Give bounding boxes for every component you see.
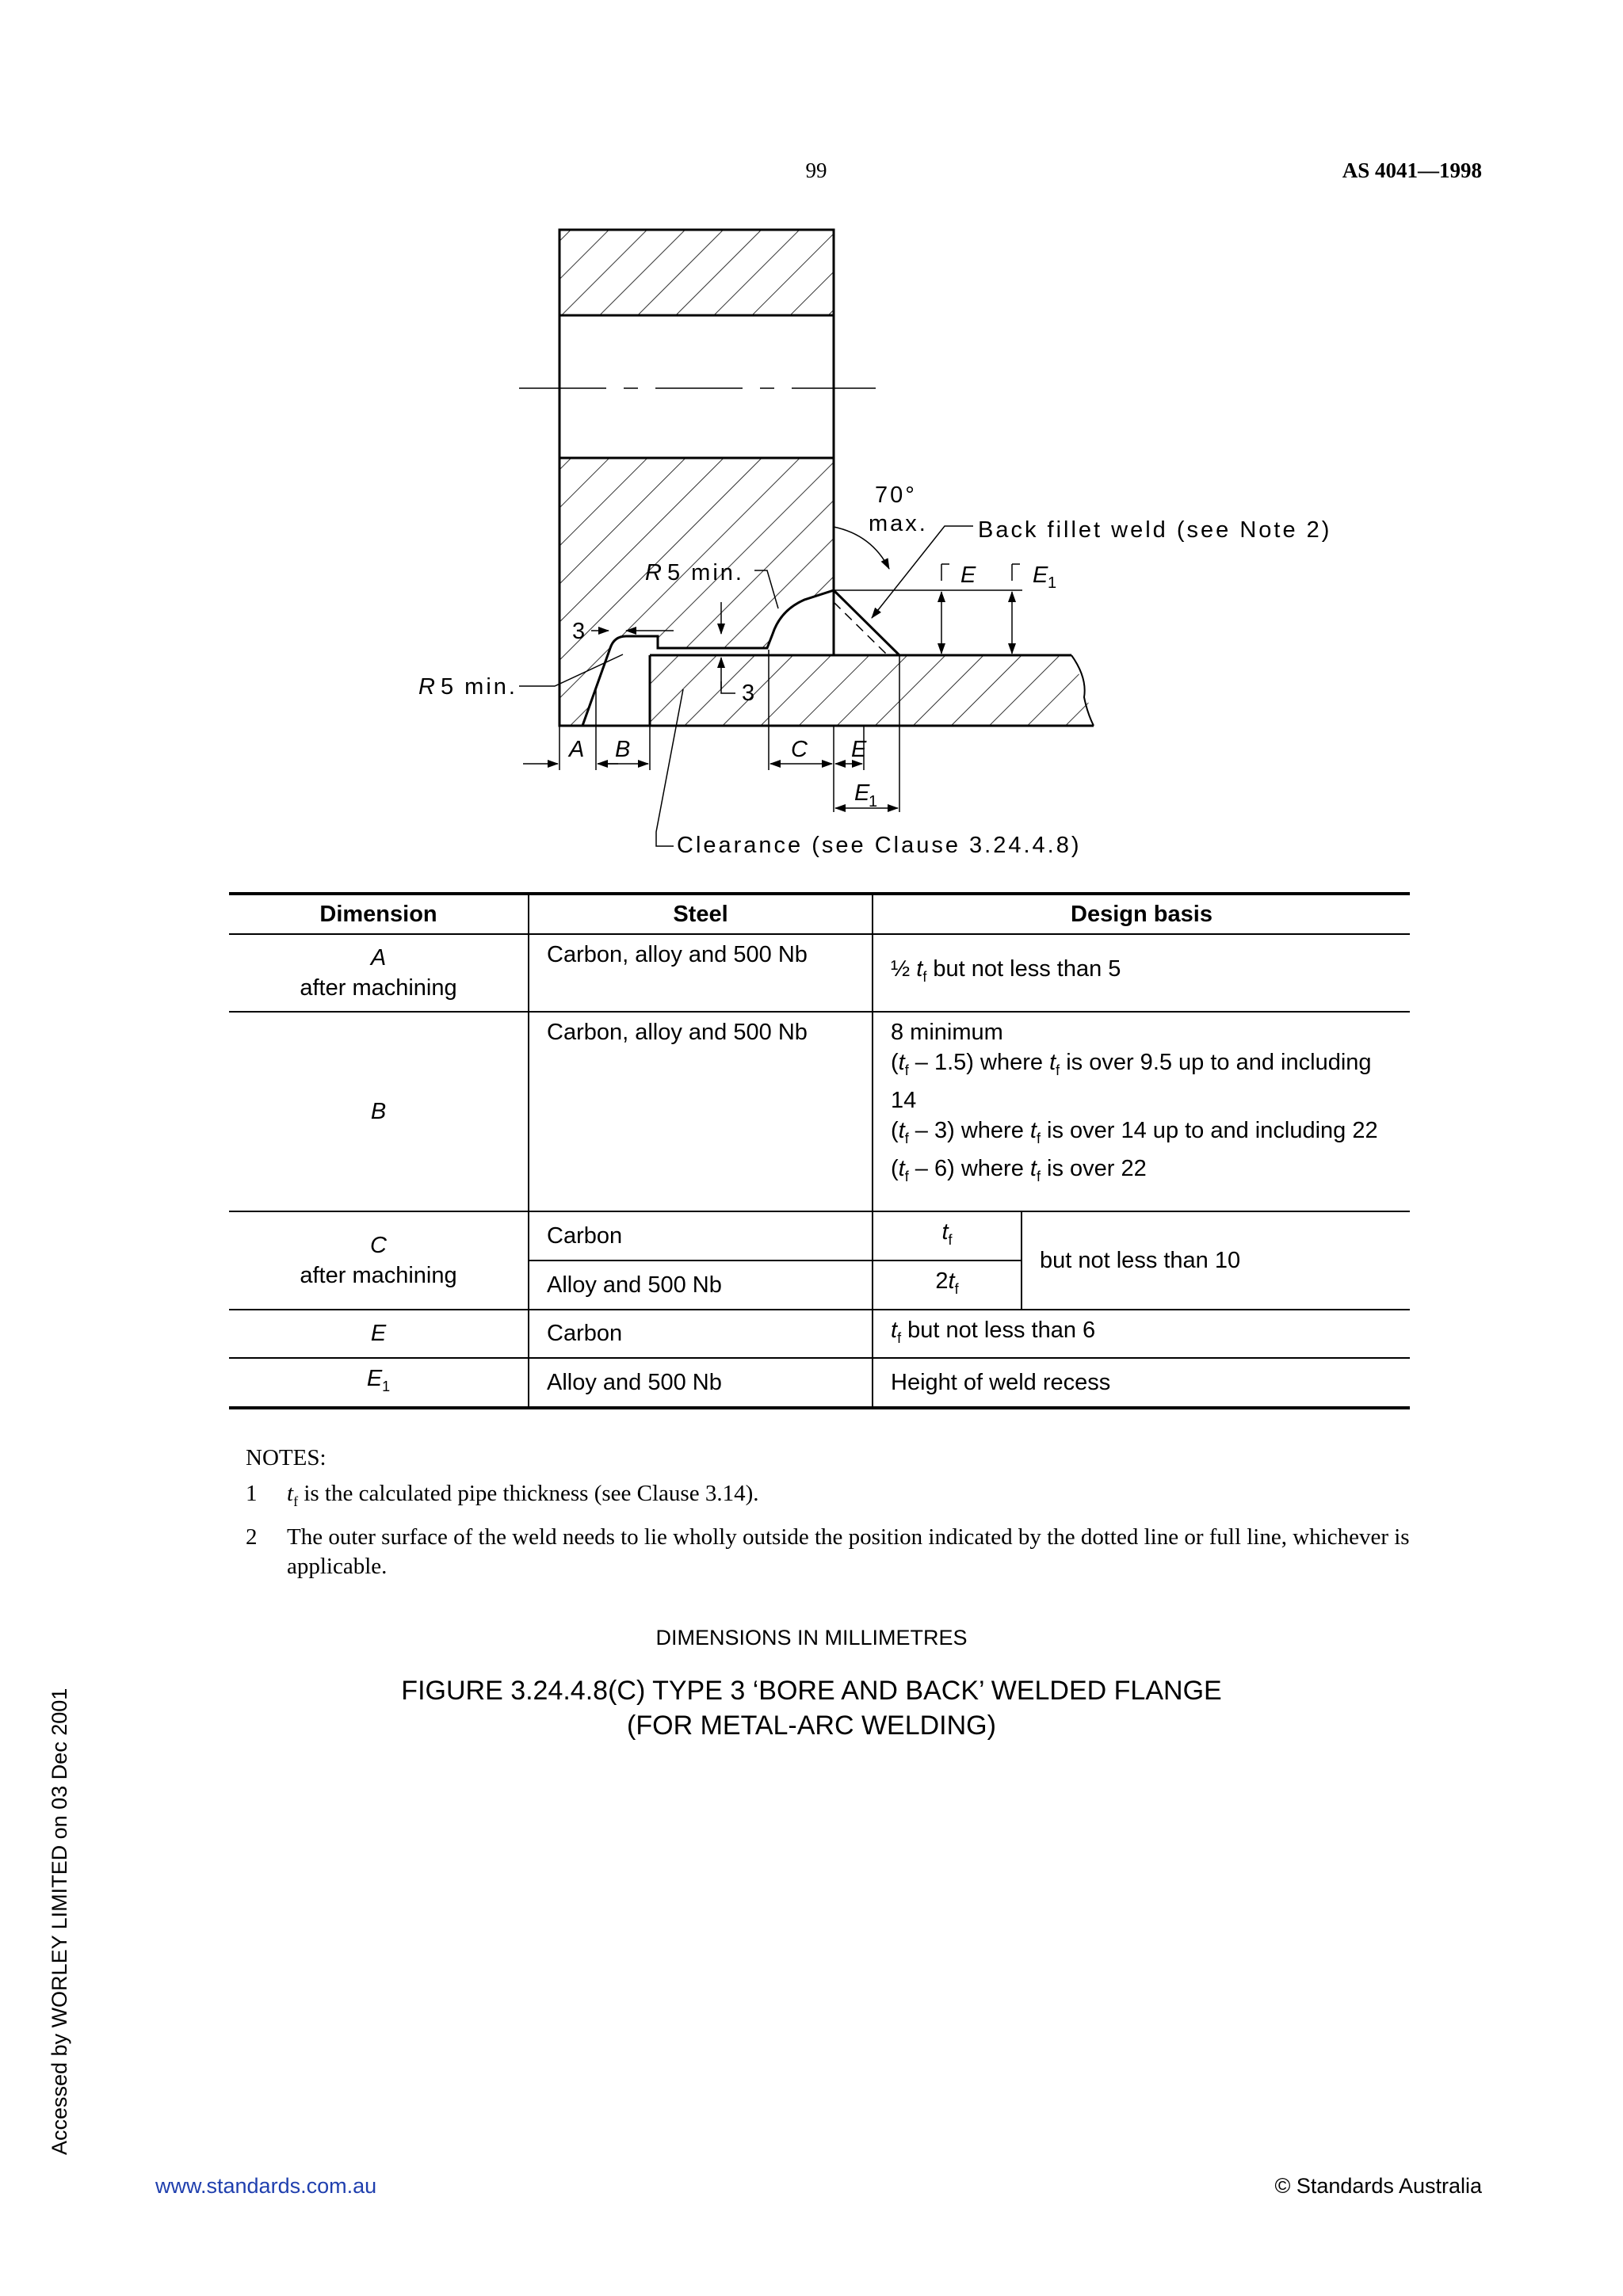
three-left-label: 3 — [572, 619, 588, 644]
dimension-cell: B — [229, 1012, 529, 1211]
angle-max-label: max. — [869, 511, 928, 536]
e-label-top: E — [960, 563, 979, 588]
dimension-cell — [229, 934, 529, 1012]
bore-opening — [559, 315, 834, 458]
r-letter-lower: R — [418, 674, 437, 700]
header-steel: Steel — [529, 894, 873, 934]
table-row — [229, 934, 1410, 1012]
header-design-basis: Design basis — [873, 894, 1410, 934]
steel-cell: Carbon — [529, 1211, 873, 1261]
r5-upper-label: 5 min. — [667, 560, 744, 585]
design-basis-value: $2t_f$ — [873, 1261, 1022, 1310]
flange-upper-section — [559, 230, 834, 315]
three-lower-label: 3 — [742, 681, 758, 706]
dimensions-caption: DIMENSIONS IN MILLIMETRES — [655, 1626, 968, 1650]
e1-label-top: E — [1033, 563, 1051, 588]
e1-sub-top: 1 — [1048, 574, 1060, 592]
steel-cell: Carbon, alloy and 500 Nb — [529, 934, 873, 1012]
header-dimension: Dimension — [229, 894, 529, 934]
design-basis-tail: but not less than 10 — [1022, 1211, 1410, 1310]
flange-drawing — [0, 0, 1623, 879]
note-item: 1 $t_f$ is the calculated pipe thickness (see Clause 3.14). — [246, 1481, 759, 1509]
design-basis-cell: 8 minimum $(t_f - 1.5)$ where $t_f$ is over 9.5 up to and including 14 $(t_f - 3)$ where $t_f$ is over 14 up to and including 22 $(t_f - 6)$ where $t_f$ is over 22 — [873, 1012, 1410, 1211]
r5-lower-label: 5 min. — [441, 674, 517, 700]
access-watermark: Accessed by WORLEY LIMITED on 03 Dec 2001 — [48, 1688, 71, 2155]
dimension-symbol: A — [370, 945, 387, 971]
figure-title: FIGURE 3.24.4.8(C) TYPE 3 ‘BORE AND BACK’ WELDED FLANGE (FOR METAL-ARC WELDING) — [401, 1676, 1222, 1741]
steel-cell: Carbon — [529, 1310, 873, 1359]
table-row — [229, 1211, 1410, 1261]
c-label: C — [791, 737, 810, 762]
r-letter-upper: R — [645, 560, 664, 585]
design-basis-value: $t_f$ — [873, 1211, 1022, 1261]
b-label: B — [615, 737, 633, 762]
dimension-cell: E — [229, 1310, 529, 1359]
angle-label: 70° — [875, 482, 917, 508]
notes-heading: NOTES: — [246, 1445, 327, 1470]
dimension-table — [229, 892, 1410, 1409]
page-number: 99 — [805, 158, 827, 182]
design-basis-cell: Height of weld recess — [873, 1358, 1410, 1408]
table-row — [229, 1358, 1410, 1408]
design-basis-cell: $t_f$ but not less than 6 — [873, 1310, 1410, 1359]
steel-cell: Alloy and 500 Nb — [529, 1358, 873, 1408]
pipe-section — [650, 655, 1094, 726]
a-label: A — [569, 737, 587, 762]
steel-cell: Alloy and 500 Nb — [529, 1261, 873, 1310]
e1-sub-bottom: 1 — [869, 793, 880, 810]
steel-cell: Carbon, alloy and 500 Nb — [529, 1012, 873, 1211]
dimension-note: after machining — [300, 975, 457, 1001]
table-row — [229, 1012, 1410, 1211]
footer-copyright: © Standards Australia — [1274, 2174, 1482, 2198]
back-fillet-label: Back fillet weld (see Note 2) — [978, 517, 1332, 543]
back-fillet-weld — [834, 590, 899, 655]
dimension-cell: $E_1$ — [229, 1358, 529, 1408]
table-header-row — [229, 894, 1410, 934]
table-row — [229, 1310, 1410, 1359]
note-item: 2 The outer surface of the weld needs to lie wholly outside the position indicated by the dotted line or full line, whichever is applicable. — [246, 1524, 1410, 1579]
clearance-label: Clearance (see Clause 3.24.4.8) — [677, 833, 1082, 858]
e1-label-bottom: E — [854, 780, 873, 806]
design-basis-cell: ½ $t_f$ but not less than 5 — [873, 934, 1410, 1012]
dimension-cell: C after machining — [229, 1211, 529, 1310]
notes — [246, 1444, 1411, 1581]
e-label-bottom: E — [851, 737, 869, 762]
footer-website-link[interactable]: www.standards.com.au — [155, 2174, 377, 2198]
document-id: AS 4041—1998 — [1342, 158, 1482, 182]
